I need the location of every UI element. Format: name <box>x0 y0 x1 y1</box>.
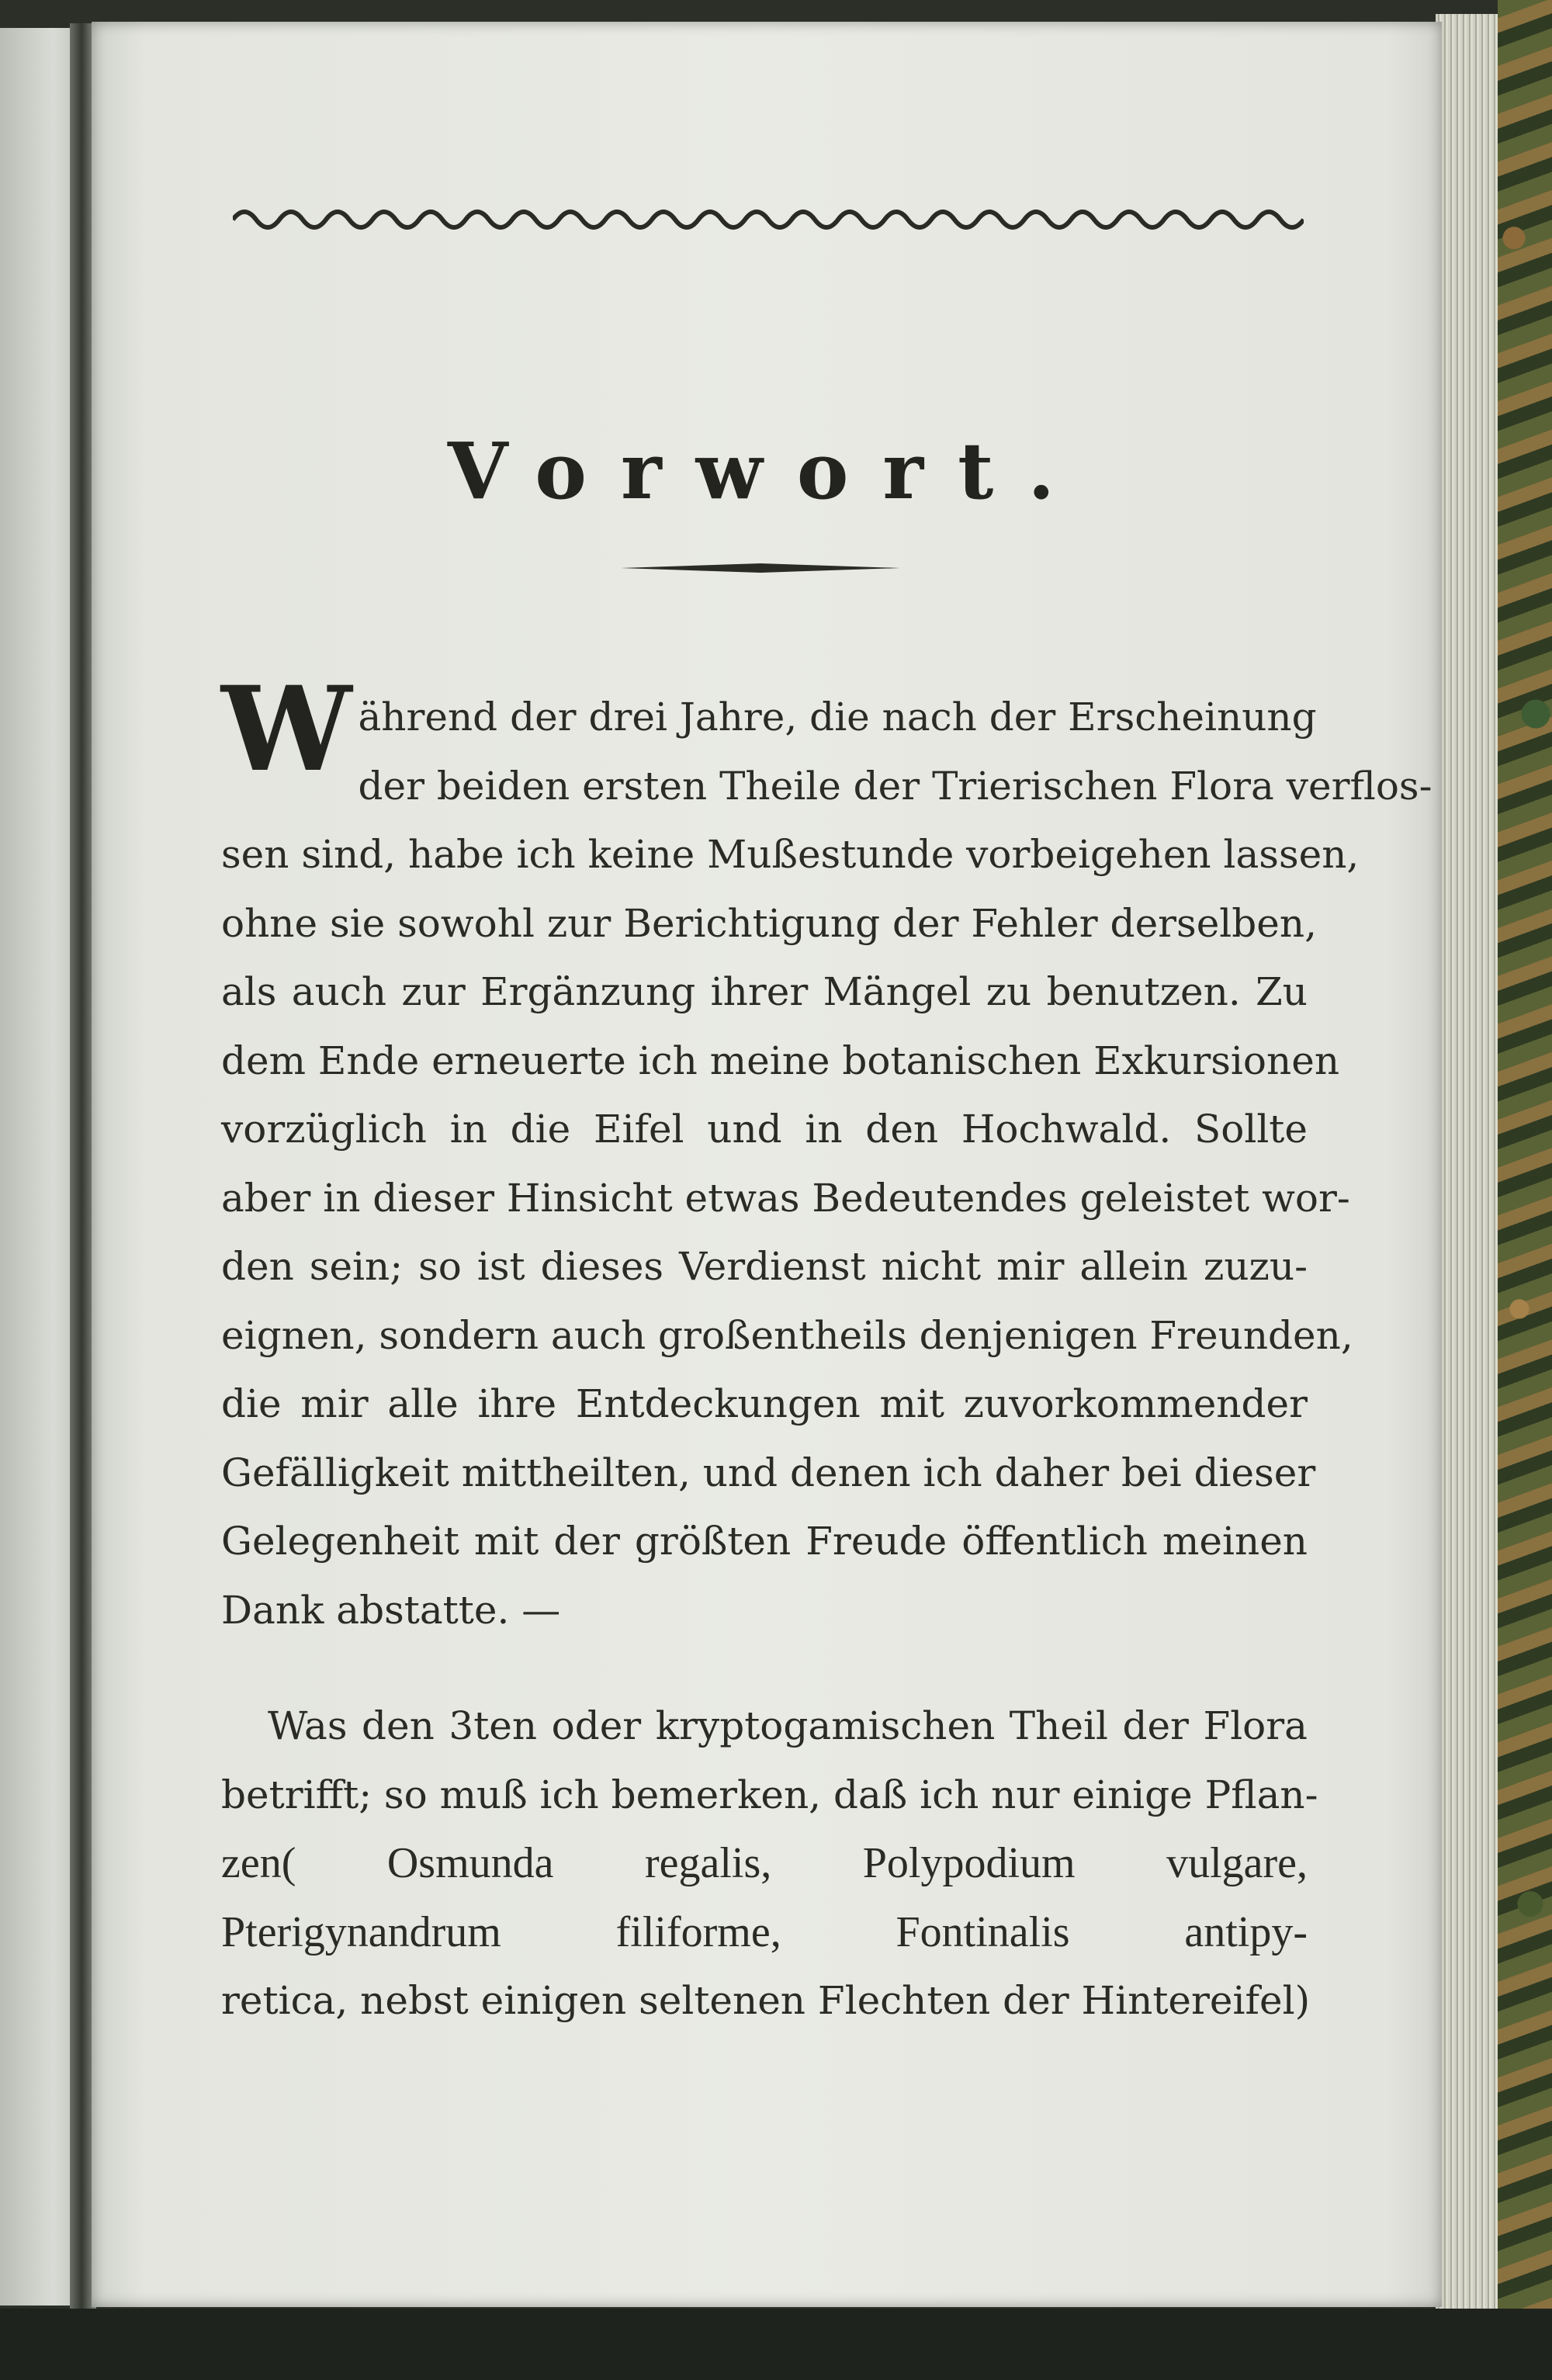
text-line: den sein; so ist dieses Verdienst nicht mir allein zuzu- <box>221 1244 1308 1289</box>
text-line: als auch zur Ergänzung ihrer Mängel zu benutzen. Zu <box>221 969 1308 1014</box>
text-line: vorzüglich in die Eifel und in den Hochwald. Sollte <box>221 1107 1308 1152</box>
text-line: ohne sie sowohl zur Berichtigung der Fehler derselben, <box>221 900 1317 946</box>
text-line: ährend der drei Jahre, die nach der Erscheinung <box>358 695 1317 740</box>
drop-cap: W <box>221 661 352 798</box>
page-edges <box>1436 14 1501 2334</box>
text-line: betrifft; so muß ich bemerken, daß ich nur einige Pflan- <box>221 1772 1318 1817</box>
text-line: Was den 3ten oder kryptogamischen Theil der Flora <box>268 1703 1308 1748</box>
text-line: zen( Osmunda regalis, Polypodium vulgare, <box>221 1839 1308 1887</box>
marbled-cover <box>1498 0 1552 2380</box>
text-line: Gefälligkeit mittheilten, und denen ich daher bei dieser <box>221 1450 1316 1495</box>
text-line: aber in dieser Hinsicht etwas Bedeutendes geleistet wor- <box>221 1175 1350 1221</box>
text-line: eignen, sondern auch großentheils denjenigen Freunden, <box>221 1312 1353 1358</box>
page-title: Vorwort. <box>447 425 1090 517</box>
left-page-edge <box>0 28 76 2306</box>
text-line: der beiden ersten Theile der Trierischen Flora verflos- <box>358 763 1432 809</box>
text-line: dem Ende erneuerte ich meine botanischen Exkursionen <box>221 1038 1340 1083</box>
paragraph-1 <box>221 661 1432 1644</box>
wavy-ornament-rule <box>233 200 1304 239</box>
text-line: sen sind, habe ich keine Mußestunde vorbeigehen lassen, <box>221 832 1360 877</box>
text-line: Gelegenheit mit der größten Freude öffentlich meinen <box>221 1519 1308 1564</box>
text-line: die mir alle ihre Entdeckungen mit zuvorkommender <box>221 1381 1308 1426</box>
page-bottom-shadow <box>0 2309 1552 2380</box>
paragraph-2 <box>221 1692 1318 2035</box>
text-line: Dank abstatte. — <box>221 1587 561 1633</box>
text-line: Pterigynandrum filiforme, Fontinalis antipy- <box>221 1907 1308 1956</box>
title-rule <box>621 560 900 576</box>
text-line: retica, nebst einigen seltenen Flechten der Hintereifel) <box>221 1978 1311 2023</box>
